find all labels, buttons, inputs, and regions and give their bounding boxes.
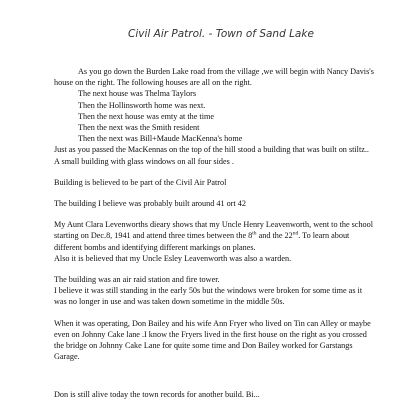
- air-raid-line: The building was an air raid station and fire tower.: [54, 275, 220, 285]
- title-town-of-sand-lake: - Town of Sand Lake: [208, 28, 314, 40]
- house-list-item: Then the next was Bill+Maude MacKenna's home: [78, 134, 243, 144]
- civil-air-patrol-paragraph: Building is believed to be part of the Civil Air Patrol: [54, 177, 227, 187]
- house-list-item: Then the next was the Smith resident: [78, 123, 200, 133]
- document-body: [54, 66, 374, 362]
- stilts-building-paragraph: Just as you passed the MacKennas on the top of the hill stood a building that was built on stiltz.. A small building with glass windows on all four sides .: [54, 145, 369, 166]
- aunt-diary-text-2: and the 22: [256, 231, 293, 241]
- aunt-diary-text-1: My Aunt Clara Levenworths dieary shows that my Uncle Henry Leavenworth, went to the school starting on Dec.8, 1941 and attend three times between the 8: [54, 220, 374, 241]
- don-bailey-paragraph: When it was operating, Don Bailey and his wife Ann Fryer who lived on Tin can Alley or maybe even on Johnny Cake lane .I know the Fryers lived in the first house on the right as you crossed the bridge on Johnny Cake Lane for quite some time and Don Bailey worked for Garstangs Garage.: [54, 318, 371, 362]
- ordinal-th: th: [252, 230, 257, 237]
- house-list-item: Then the Hollinsworth home was next.: [78, 100, 206, 110]
- built-year-paragraph: The building I believe was probably built around 41 ort 42: [54, 199, 246, 209]
- title-civil-air-patrol: Civil Air Patrol.: [128, 28, 206, 40]
- ordinal-nd: nd: [292, 230, 299, 237]
- aunt-diary-paragraph: [54, 219, 374, 253]
- intro-paragraph: As you go down the Burden Lake road from the village ,we will begin with Nancy Davis's house on the right. The following houses are all on the right.: [54, 67, 374, 88]
- aunt-diary-text-3: . To learn about different bombs and identifying different markings on planes.: [54, 231, 350, 252]
- handwritten-title: [128, 28, 368, 40]
- house-list-item: Then the next house was emty at the time: [78, 111, 214, 121]
- house-list: [54, 88, 374, 144]
- windows-broken-paragraph: I believe it was still standing in the early 50s but the windows were broken for some time as it was no longer in use and was taken down sometime in the middle 50s.: [54, 286, 363, 307]
- uncle-esley-line: Also it is believed that my Uncle Esley Leavenworth was also a warden.: [54, 253, 292, 263]
- cutoff-text-line: Don is still alive today the town records for another build. Bi...: [54, 390, 260, 399]
- house-list-item: The next house was Thelma Taylors: [78, 89, 197, 99]
